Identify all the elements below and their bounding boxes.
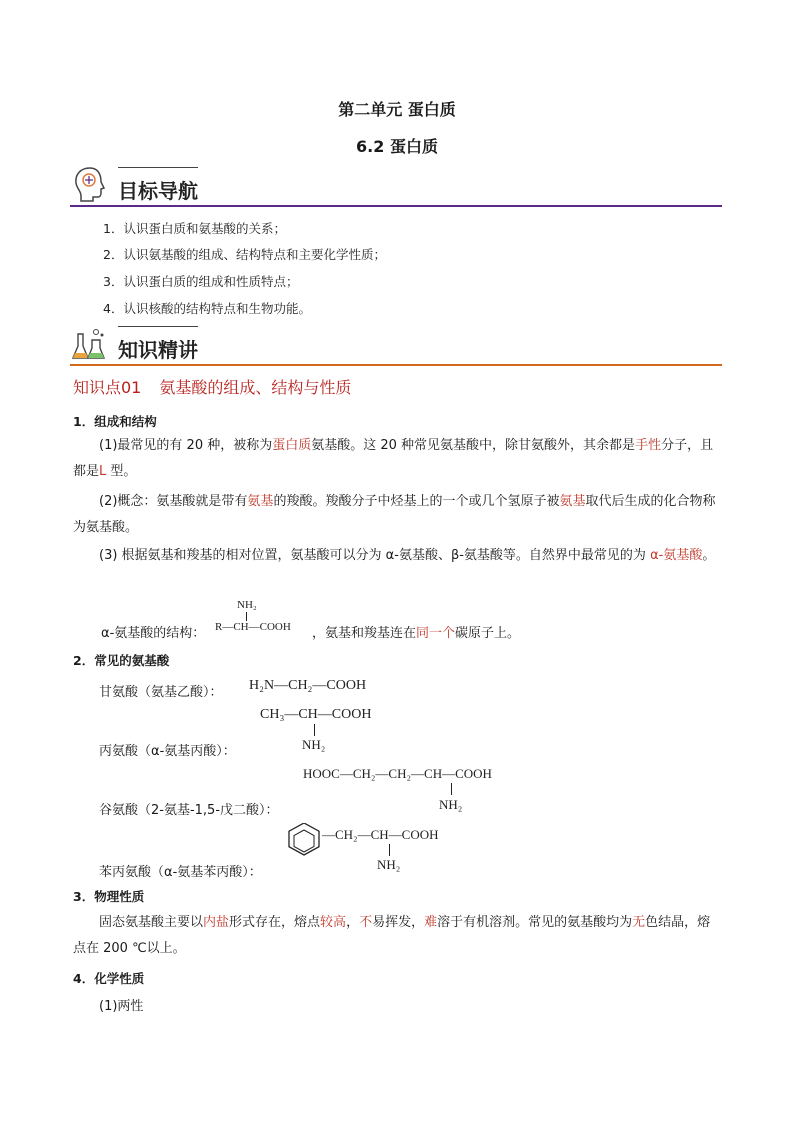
section-goals-title: 目标导航 [118,179,198,203]
goal-item-2: 2．认识氨基酸的组成、结构特点和主要化学性质； [103,247,386,262]
glycine-formula: H₂N—CH₂—COOH [249,678,367,693]
part2-heading: 2．常见的氨基酸 [73,653,170,668]
glutamic-acid-name: 谷氨酸（2-氨基-1,5-戊二酸）： [99,803,279,818]
glutamic-acid-nh2: NH₂ [439,797,463,812]
goal-item-3: 3．认识蛋白质的组成和性质特点； [103,274,299,289]
head-brain-icon [72,165,108,203]
phenylalanine-nh2: NH₂ [377,857,401,872]
alpha-structure-note: ，氨基和羧基连在同一个碳原子上。 [312,626,521,641]
phenylalanine-name: 苯丙氨酸（α-氨基苯丙酸）： [99,865,262,880]
lab-flask-icon [72,326,108,362]
knowledge-point-title: 氨基酸的组成、结构与性质 [159,378,352,397]
glycine-name: 甘氨酸（氨基乙酸）： [99,685,223,700]
part1-heading: 1．组成和结构 [73,414,157,429]
section-knowledge-title: 知识精讲 [118,338,198,362]
goal-item-1: 1．认识蛋白质和氨基酸的关系； [103,221,286,236]
knowledge-point-label: 知识点01 [73,378,142,397]
alpha-structure-prefix: α-氨基酸的结构： [101,626,206,641]
part4-heading: 4．化学性质 [73,971,145,986]
section-knowledge-header [70,326,722,366]
alpha-structure-formula: R—CH—COOH [215,621,291,633]
part1-paragraph-2: (2)概念：氨基酸就是带有氨基的羧酸。羧酸分子中烃基上的一个或几个氢原子被氨基取代后生成的化合物称为氨基酸。 [73,494,716,535]
goal-item-4: 4．认识核酸的结构特点和生物功能。 [103,301,311,316]
alanine-name: 丙氨酸（α-氨基丙酸）： [99,744,236,759]
alanine-nh2: NH₂ [302,737,326,752]
alpha-structure-nh2: NH₂ [237,599,257,611]
part1-paragraph-1: (1)最常见的有 20 种，被称为蛋白质氨基酸。这 20 种常见氨基酸中，除甘氨酸外，其余都是手性分子，且都是L 型。 [73,438,714,479]
lesson-title: 6.2 蛋白质 [356,137,438,156]
alanine-formula: CH₃—CH—COOH [260,707,372,722]
section-goals-header [70,167,722,207]
unit-title: 第二单元 蛋白质 [338,100,456,119]
glutamic-acid-formula: HOOC—CH₂—CH₂—CH—COOH [303,766,492,781]
part4-sub1: (1)两性 [99,999,144,1014]
part3-paragraph: 固态氨基酸主要以内盐形式存在，熔点较高，不易挥发，难溶于有机溶剂。常见的氨基酸均为无色结晶，熔点在 200 ℃以上。 [73,915,711,956]
knowledge-point-heading [73,375,351,398]
part3-heading: 3．物理性质 [73,889,145,904]
part1-paragraph-3: (3) 根据氨基和羧基的相对位置，氨基酸可以分为 α-氨基酸、β-氨基酸等。自然界中最常见的为 α-氨基酸。 [99,548,716,563]
benzene-ring-icon [286,823,322,857]
phenylalanine-formula: —CH₂—CH—COOH [322,827,439,842]
